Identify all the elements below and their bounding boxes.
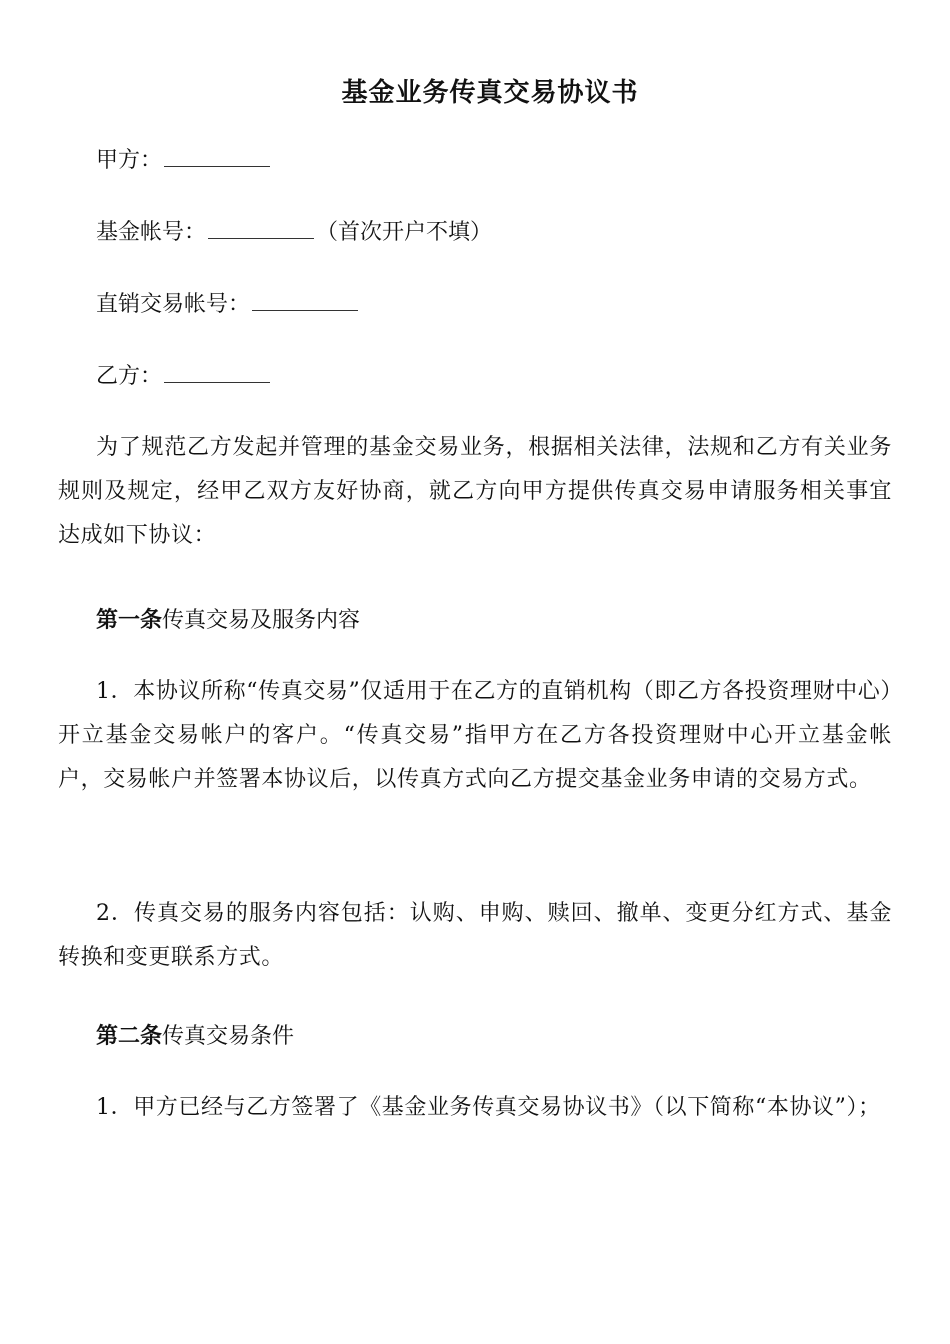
article-1-title: 传真交易及服务内容 <box>162 608 361 633</box>
direct-trade-account-blank <box>252 290 358 311</box>
document-title: 基金业务传真交易协议书 <box>341 78 639 108</box>
article-2-heading <box>96 1022 294 1052</box>
party-a-label: 甲方： <box>96 148 163 173</box>
article-1-number: 第一条 <box>96 608 163 633</box>
article-2-item-1: 1．甲方已经与乙方签署了《基金业务传真交易协议书》（以下简称“本协议”）； <box>96 1095 881 1120</box>
article-1-item-2: 2．传真交易的服务内容包括：认购、申购、赎回、撤单、变更分红方式、基金转换和变更联系方式。 <box>58 901 892 970</box>
direct-trade-account-field <box>96 290 360 320</box>
fund-account-label: 基金帐号： <box>96 220 207 245</box>
party-b-label: 乙方： <box>96 364 163 389</box>
fund-account-field <box>96 218 492 248</box>
party-b-field <box>96 362 272 392</box>
article-2-title: 传真交易条件 <box>162 1024 295 1049</box>
party-a-blank <box>164 146 270 167</box>
party-b-blank <box>164 362 270 383</box>
article-1-heading <box>96 606 360 636</box>
fund-account-note: （首次开户不填） <box>316 220 493 245</box>
fund-account-blank <box>208 218 314 239</box>
intro-paragraph: 为了规范乙方发起并管理的基金交易业务，根据相关法律，法规和乙方有关业务规则及规定，经甲乙双方友好协商，就乙方向甲方提供传真交易申请服务相关事宜达成如下协议： <box>58 435 892 548</box>
article-1-item-1: 1．本协议所称“传真交易”仅适用于在乙方的直销机构（即乙方各投资理财中心）开立基金交易帐户的客户。“传真交易”指甲方在乙方各投资理财中心开立基金帐户，交易帐户并签署本协议后，以传真方式向乙方提交基金业务申请的交易方式。 <box>58 679 892 792</box>
direct-trade-account-label: 直销交易帐号： <box>96 292 251 317</box>
party-a-field <box>96 146 272 176</box>
article-2-number: 第二条 <box>96 1024 163 1049</box>
